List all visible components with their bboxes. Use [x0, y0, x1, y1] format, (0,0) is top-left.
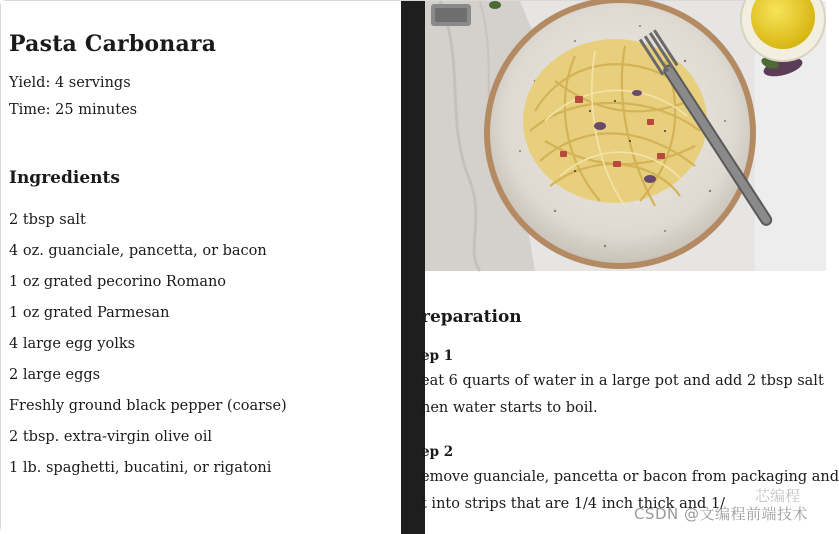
step-2-line-2: t into strips that are 1/4 inch thick and 1/: [421, 496, 726, 512]
preparation-column: [421, 1, 839, 534]
ingredient-item: 4 large egg yolks: [9, 336, 136, 352]
recipe-info-column: [1, 1, 401, 534]
recipe-photo: [425, 1, 826, 271]
ingredient-item: 1 lb. spaghetti, bucatini, or rigatoni: [9, 460, 272, 476]
recipe-time: Time: 25 minutes: [9, 102, 138, 118]
pasta-plate-image: [425, 1, 826, 271]
step-1-label: ep 1: [421, 348, 454, 364]
ingredient-item: 4 oz. guanciale, pancetta, or bacon: [9, 243, 267, 259]
ingredient-item: 2 tbsp. extra-virgin olive oil: [9, 429, 212, 445]
recipe-title: Pasta Carbonara: [9, 31, 217, 57]
ingredient-item: 2 large eggs: [9, 367, 101, 383]
ingredient-item: 1 oz grated pecorino Romano: [9, 274, 227, 290]
ingredients-list: [9, 212, 287, 491]
ingredients-heading: Ingredients: [9, 168, 120, 188]
ingredient-item: 1 oz grated Parmesan: [9, 305, 170, 321]
step-1-line-1: eat 6 quarts of water in a large pot and add 2 tbsp salt: [421, 373, 824, 389]
preparation-heading: reparation: [421, 307, 522, 327]
watermark-secondary: 芯编程: [754, 487, 800, 505]
step-2-label: ep 2: [421, 444, 454, 460]
step-2-line-1: emove guanciale, pancetta or bacon from packaging and: [421, 469, 839, 485]
ingredient-item: 2 tbsp salt: [9, 212, 86, 228]
recipe-yield: Yield: 4 servings: [9, 75, 131, 91]
watermark: CSDN @文编程前端技术: [633, 505, 808, 523]
step-1-line-2: hen water starts to boil.: [421, 400, 598, 416]
ingredient-item: Freshly ground black pepper (coarse): [9, 398, 287, 414]
